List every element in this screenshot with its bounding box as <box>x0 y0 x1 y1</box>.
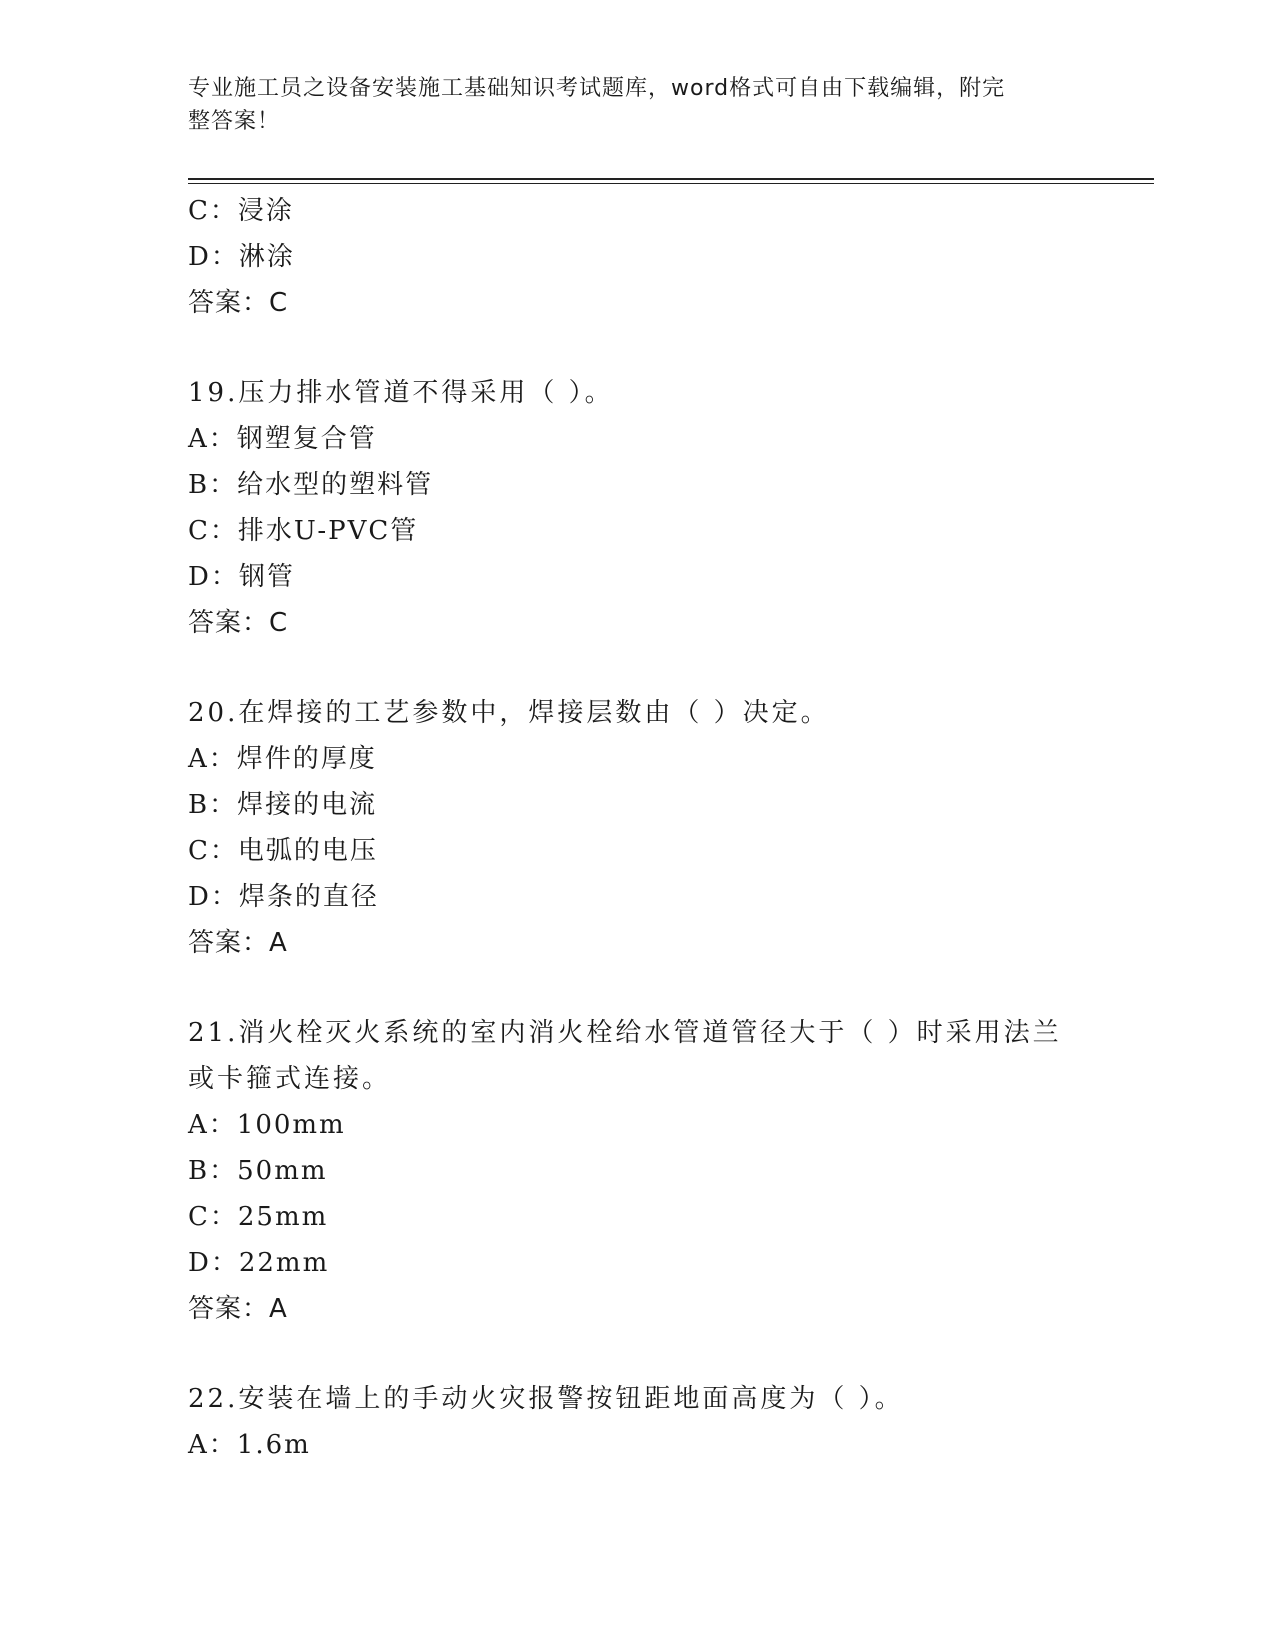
option-a: A：100mm <box>188 1110 346 1140</box>
option-d: D：焊条的直径 <box>188 882 379 912</box>
answer: 答案：A <box>188 1294 288 1324</box>
spacer <box>188 1332 1068 1376</box>
answer: 答案：A <box>188 928 288 958</box>
header-divider-thick <box>188 178 1154 180</box>
option-c: C：电弧的电压 <box>188 836 378 866</box>
option-a: A：1.6m <box>188 1430 311 1460</box>
question-21 <box>188 1010 1068 1332</box>
question-text-line-2: 或卡箍式连接。 <box>188 1064 392 1094</box>
question-text: 19.压力排水管道不得采用（ ）。 <box>188 378 614 408</box>
option-c: C：排水U-PVC管 <box>188 516 419 546</box>
question-text: 22.安装在墙上的手动火灾报警按钮距地面高度为（ ）。 <box>188 1384 904 1414</box>
question-text: 20.在焊接的工艺参数中，焊接层数由（ ）决定。 <box>188 698 830 728</box>
spacer <box>188 646 1068 690</box>
header-line-2: 整答案！ <box>188 109 281 134</box>
option-d: D：钢管 <box>188 562 295 592</box>
answer: 答案：C <box>188 288 289 318</box>
header-line-1: 专业施工员之设备安装施工基础知识考试题库，word格式可自由下载编辑，附完 <box>188 76 1006 101</box>
question-22 <box>188 1376 1068 1468</box>
option-d: D：淋涂 <box>188 242 295 272</box>
answer: 答案：C <box>188 608 289 638</box>
spacer <box>188 326 1068 370</box>
option-b: B：给水型的塑料管 <box>188 470 434 500</box>
option-d: D：22mm <box>188 1248 330 1278</box>
spacer <box>188 966 1068 1010</box>
question-20 <box>188 690 1068 966</box>
option-b: B：焊接的电流 <box>188 790 378 820</box>
question-list <box>188 188 1068 1468</box>
option-c: C：浸涂 <box>188 196 294 226</box>
question-text-line-1: 21.消火栓灭火系统的室内消火栓给水管道管径大于（ ）时采用法兰 <box>188 1018 1062 1048</box>
question-19 <box>188 370 1068 646</box>
document-header <box>188 72 1068 138</box>
option-a: A：钢塑复合管 <box>188 424 377 454</box>
prev-question-block <box>188 188 1068 326</box>
header-divider-thin <box>188 183 1154 184</box>
option-b: B：50mm <box>188 1156 328 1186</box>
option-c: C：25mm <box>188 1202 329 1232</box>
option-a: A：焊件的厚度 <box>188 744 377 774</box>
